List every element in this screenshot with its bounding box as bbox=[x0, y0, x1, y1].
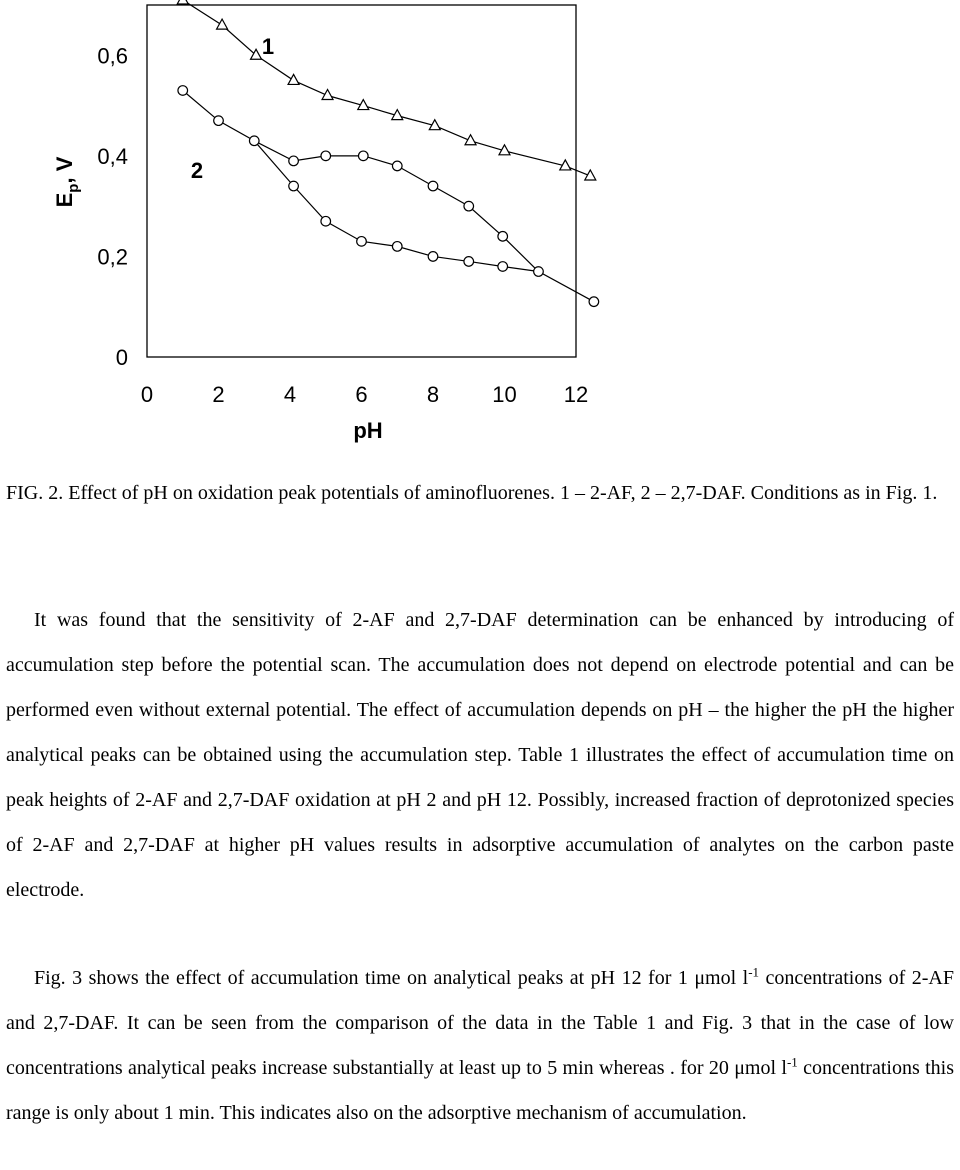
series-2-point bbox=[358, 151, 368, 161]
series-2-point bbox=[249, 136, 259, 146]
series-2-point bbox=[464, 201, 474, 211]
y-tick-label: 0,4 bbox=[97, 143, 128, 169]
x-tick-label: 2 bbox=[212, 382, 225, 407]
unit-exponent: -1 bbox=[786, 1054, 798, 1070]
figure bbox=[0, 0, 960, 450]
series-1-label: 1 bbox=[261, 34, 275, 59]
x-tick-label: 8 bbox=[426, 382, 440, 407]
series-2-point bbox=[428, 181, 438, 191]
series-1-point bbox=[322, 90, 333, 100]
body-paragraph-2 bbox=[6, 956, 954, 1136]
series-2-point bbox=[289, 181, 299, 191]
x-tick-label: 0 bbox=[140, 382, 154, 407]
y-tick-label: 0,6 bbox=[97, 43, 128, 69]
unit-exponent: -1 bbox=[748, 964, 760, 980]
series-2-point bbox=[534, 267, 544, 277]
series-1-point bbox=[217, 19, 228, 29]
y-tick-label: 0 bbox=[115, 345, 128, 370]
paragraph-2-part-b: concentrations of 2-AF and 2,7-DAF. It can be seen from the comparison of the data in the Table 1 and Fig. 3 that in the case of low concentrations analytical peaks increase substantially at least up to 5 min whereas . for 20 μmol l bbox=[6, 967, 954, 1079]
paragraph-2-part-c: concentrations this range is only about 1 min. This indicates also on the adsorptive mechanism of accumulation. bbox=[6, 1057, 954, 1124]
chart bbox=[0, 0, 960, 450]
series-2-point bbox=[289, 156, 299, 166]
series-2-point bbox=[357, 237, 367, 247]
x-tick-label: 6 bbox=[355, 382, 368, 407]
series-2-point bbox=[589, 297, 599, 307]
paragraph-2-part-a: Fig. 3 shows the effect of accumulation time on analytical peaks at pH 12 for 1 μmol l bbox=[34, 967, 749, 989]
series-2-point bbox=[498, 262, 508, 272]
x-tick-label: 10 bbox=[492, 382, 517, 407]
series-2-point bbox=[392, 242, 402, 252]
series-2-point bbox=[392, 161, 402, 171]
figure-caption: FIG. 2. Effect of pH on oxidation peak potentials of aminofluorenes. 1 – 2-AF, 2 – 2,7-DAF. Conditions as in Fig. 1. bbox=[6, 482, 938, 504]
x-tick-label: 12 bbox=[563, 382, 589, 407]
series-1-point bbox=[177, 0, 188, 4]
body-paragraph-1: It was found that the sensitivity of 2-AF and 2,7-DAF determination can be enhanced by introducing of accumulation step before the potential scan. The accumulation does not depend on electrode potential and can be performed even without external potential. The effect of accumulation depends on pH – the higher the pH the higher analytical peaks can be obtained using the accumulation step. Table 1 illustrates the effect of accumulation time on peak heights of 2-AF and 2,7-DAF oxidation at pH 2 and pH 12. Possibly, increased fraction of deprotonized species of 2-AF and 2,7-DAF at higher pH values results in adsorptive accumulation of analytes on the carbon paste electrode. bbox=[6, 609, 954, 901]
x-tick-label: 4 bbox=[283, 382, 297, 407]
series-2-point bbox=[428, 252, 438, 262]
series-2-label: 2 bbox=[190, 158, 204, 183]
series-1-point bbox=[251, 49, 262, 59]
series-2-point bbox=[464, 257, 474, 267]
series-2-point bbox=[321, 151, 331, 161]
series-2-point bbox=[178, 86, 188, 96]
series-2-point bbox=[321, 216, 331, 226]
x-axis-label: pH bbox=[353, 418, 383, 443]
series-2-point bbox=[498, 232, 508, 242]
series-2-line-lower bbox=[183, 90, 594, 301]
series-2-point bbox=[214, 116, 224, 126]
y-axis-label: $E_p$, V bbox=[52, 156, 82, 208]
series-1-line bbox=[183, 0, 591, 176]
series-1-point bbox=[288, 74, 299, 84]
plot-frame bbox=[147, 5, 576, 357]
y-tick-label: 0,2 bbox=[97, 244, 128, 270]
